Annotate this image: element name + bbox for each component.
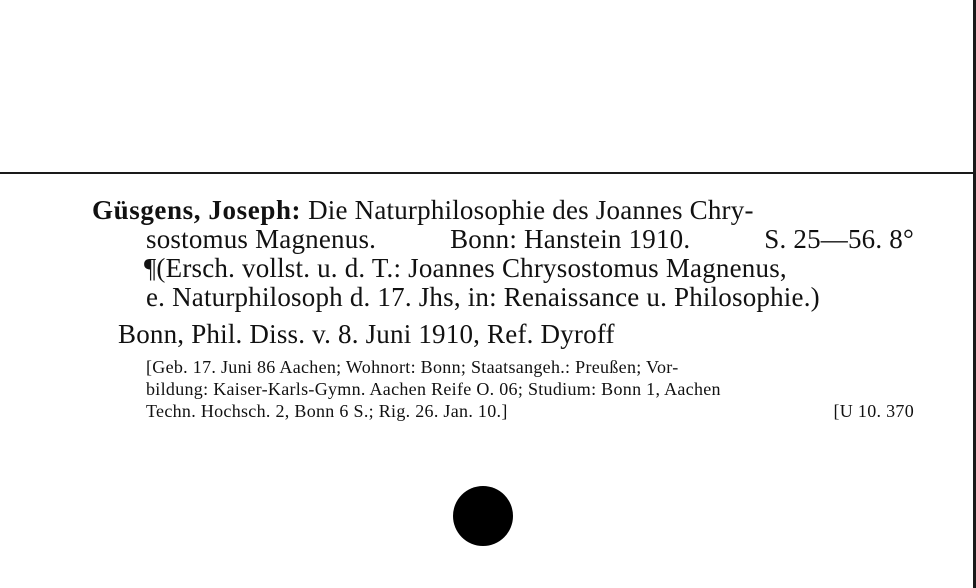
entry-line-1 xyxy=(92,196,922,225)
shelf-mark: [U 10. 370 xyxy=(833,401,914,421)
card-top-edge xyxy=(0,172,976,174)
work-title-end: sostomus Magnenus. xyxy=(146,224,377,254)
page-range: S. 25—56. 8° xyxy=(764,224,914,254)
dissertation-line: Bonn, Phil. Diss. v. 8. Juni 1910, Ref. Dyroff xyxy=(118,319,615,349)
entry-line-3 xyxy=(92,254,922,283)
biographical-notes xyxy=(146,356,916,422)
bio-line-1: [Geb. 17. Juni 86 Aachen; Wohnort: Bonn; Staatsangeh.: Preußen; Vor- xyxy=(146,357,679,377)
bio-line-2: bildung: Kaiser-Karls-Gymn. Aachen Reife O. 06; Studium: Bonn 1, Aachen xyxy=(146,379,721,399)
work-title-start: Die Naturphilosophie des Joannes Chry- xyxy=(308,195,754,225)
catalog-entry xyxy=(92,196,922,312)
author-name: Güsgens, Joseph: xyxy=(92,195,302,225)
bio-line-3 xyxy=(146,400,914,422)
full-edition-note-cont: e. Naturphilosoph d. 17. Jhs, in: Renaissance u. Philosophie.) xyxy=(146,282,820,312)
entry-line-2 xyxy=(92,225,914,254)
punch-hole xyxy=(453,486,513,546)
bio-line-3-text: Techn. Hochsch. 2, Bonn 6 S.; Rig. 26. Jan. 10.] xyxy=(146,401,508,421)
entry-line-4 xyxy=(92,283,922,312)
full-edition-note: ¶(Ersch. vollst. u. d. T.: Joannes Chrysostomus Magnenus, xyxy=(144,253,787,283)
publication-info: Bonn: Hanstein 1910. xyxy=(450,224,691,254)
